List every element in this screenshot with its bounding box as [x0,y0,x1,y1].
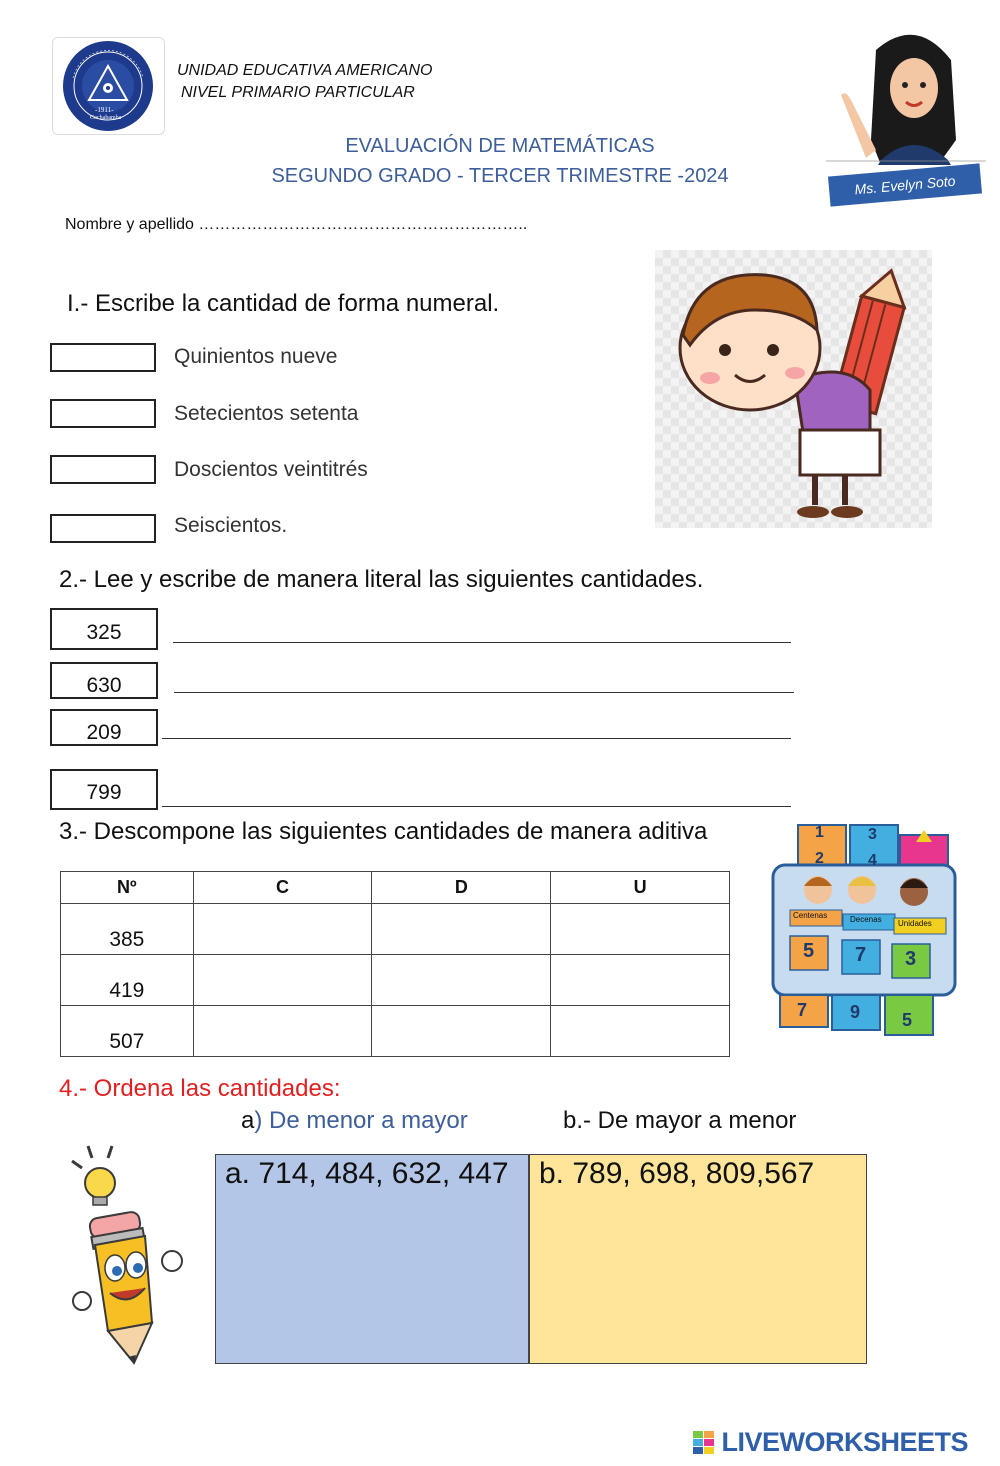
name-label: Nombre y apellido …………………………………………………….. [65,216,528,233]
pv-value-decenas: 7 [855,944,867,966]
pv-top-digit: 1 [815,824,824,841]
subtitle-a-text: ) De menor a mayor [254,1107,468,1134]
pv-bottom-digit: 9 [850,1002,861,1022]
cell-centenas[interactable] [193,955,372,1006]
eval-subtitle: SEGUNDO GRADO - TERCER TRIMESTRE -2024 [271,165,729,187]
teacher-name: Ms. Evelyn Soto [853,172,957,198]
school-level: NIVEL PRIMARIO PARTICULAR [181,84,415,101]
table-row [61,955,730,1006]
logo-city: Cochabamba [90,115,122,121]
cell-centenas[interactable] [193,1006,372,1057]
answer-line-1[interactable] [173,642,791,643]
table-row [61,904,730,955]
order-box-b-text: b. 789, 698, 809,567 [539,1157,815,1190]
pencil-mascot-illustration [60,1143,190,1368]
cell-unidades[interactable] [551,904,730,955]
cell-centenas[interactable] [193,904,372,955]
evaluation-title [200,131,800,191]
order-box-a[interactable] [215,1154,529,1364]
pv-bottom-digit: 7 [797,1000,808,1020]
cell-unidades[interactable] [551,1006,730,1057]
cell-decenas[interactable] [372,1006,551,1057]
pv-label-decenas: Decenas [850,915,882,924]
pv-top-digit: 3 [868,826,877,843]
teacher-illustration [826,20,986,210]
liveworksheets-logo [693,1427,968,1457]
number-box-2: 630 [50,662,158,699]
section1-title: I.- Escribe la cantidad de forma numeral. [67,290,500,317]
cell-decenas[interactable] [372,904,551,955]
table-row [61,1006,730,1057]
liveworksheets-icon [693,1431,715,1455]
decomposition-table [60,871,730,1057]
logo-year: -1911- [95,106,114,114]
cell-unidades[interactable] [551,955,730,1006]
numeral-answer-box-4[interactable] [50,514,156,543]
numeral-item-label: Seiscientos. [174,514,288,537]
school-logo [52,37,165,135]
header-decenas: D [372,872,551,904]
numeral-item-label: Quinientos nueve [174,345,338,368]
pv-label-unidades: Unidades [898,919,932,928]
liveworksheets-brand: LIVEWORKSHEETS [721,1427,968,1457]
order-box-b[interactable] [529,1154,867,1364]
section3-title: 3.- Descompone las siguientes cantidades de manera aditiva [59,818,708,845]
eval-title: EVALUACIÓN DE MATEMÁTICAS [345,135,655,157]
header-unidades: U [551,872,730,904]
numeral-item-label: Setecientos setenta [174,402,359,425]
place-value-illustration [770,820,960,1042]
cell-decenas[interactable] [372,955,551,1006]
pv-value-centenas: 5 [803,940,815,962]
answer-line-2[interactable] [174,692,794,693]
answer-line-4[interactable] [162,806,791,807]
numeral-item-label: Doscientos veintitrés [174,458,368,481]
numeral-answer-box-1[interactable] [50,343,156,372]
pv-label-centenas: Centenas [793,911,828,920]
section4-title: 4.- Ordena las cantidades: [59,1075,341,1102]
number-box-4: 799 [50,769,158,810]
pv-top-digit: 2 [815,850,824,867]
number-box-1: 325 [50,608,158,650]
pv-top-digit: 4 [868,852,877,869]
pv-bottom-digit: 5 [902,1010,913,1030]
section2-title: 2.- Lee y escribe de manera literal las siguientes cantidades. [59,566,704,593]
number-box-3: 209 [50,709,158,746]
answer-line-3[interactable] [162,738,791,739]
boy-with-pencil-illustration [655,250,932,528]
order-box-a-text: a. 714, 484, 632, 447 [225,1157,509,1190]
name-field[interactable] [65,216,527,234]
header-centenas: C [193,872,372,904]
row-number: 419 [61,955,194,1006]
numeral-answer-box-2[interactable] [50,399,156,428]
header-number: Nº [61,872,194,904]
subtitle-a [241,1107,468,1135]
subtitle-b: b.- De mayor a menor [563,1107,797,1134]
pv-value-unidades: 3 [905,948,917,970]
numeral-answer-box-3[interactable] [50,455,156,484]
subtitle-a-prefix: a [241,1107,255,1134]
school-name: UNIDAD EDUCATIVA AMERICANO [177,62,433,79]
row-number: 507 [61,1006,194,1057]
row-number: 385 [61,904,194,955]
school-header [177,60,432,104]
